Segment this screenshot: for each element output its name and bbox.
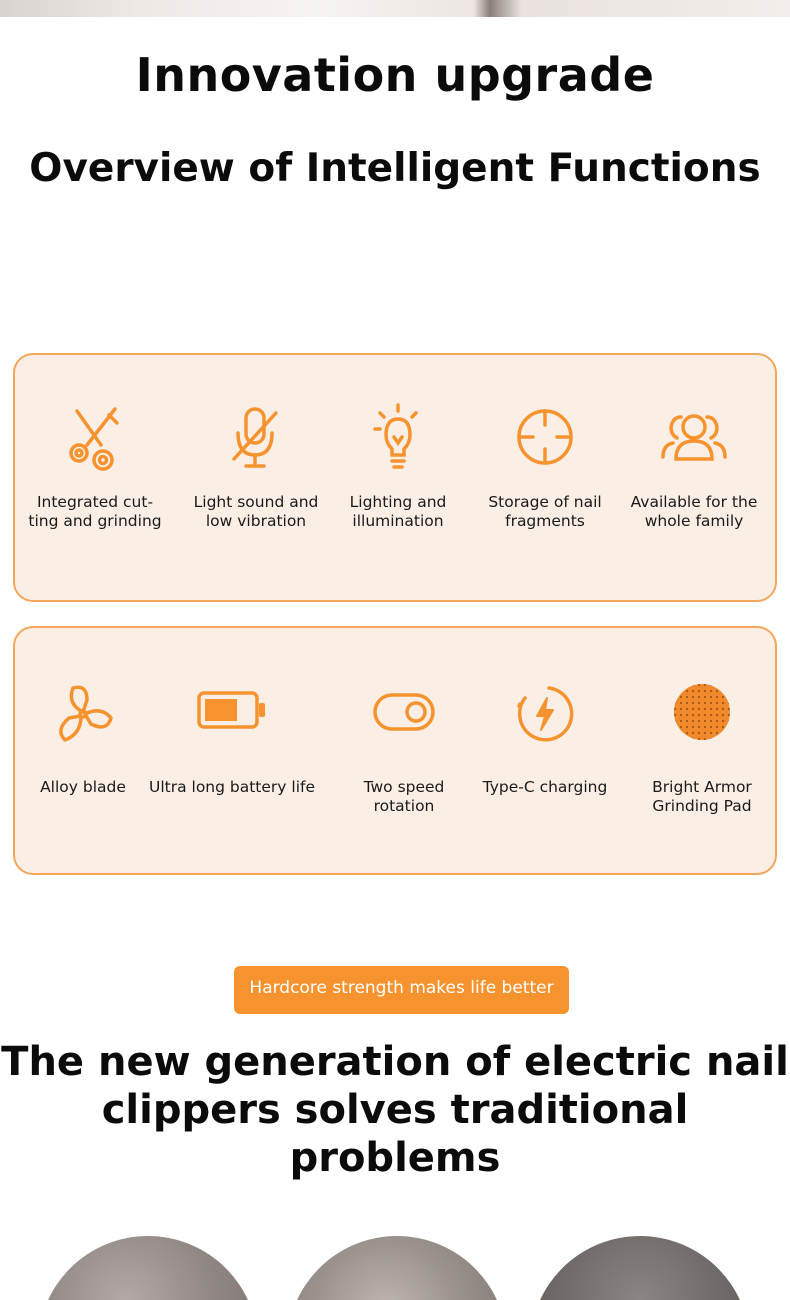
feature-label: Integrated cut- ting and grinding — [28, 493, 162, 530]
grinding-pad-icon — [672, 682, 732, 746]
light-bulb-icon — [368, 403, 428, 477]
product-photo-circle — [38, 1236, 258, 1300]
feature-label: Lighting and illumination — [349, 493, 447, 530]
toggle-icon — [372, 690, 436, 738]
tagline-badge: Hardcore strength makes life better — [234, 966, 569, 1014]
crosshair-icon — [513, 403, 577, 477]
page-title: Innovation upgrade — [135, 48, 655, 102]
feature-label: Available for the whole family — [630, 493, 758, 530]
scissors-icon — [65, 403, 125, 477]
feature-label: Bright Armor Grinding Pad — [652, 778, 752, 815]
fan-blade-icon — [51, 682, 115, 750]
mute-mic-icon — [226, 403, 286, 477]
feature-label: Light sound and low vibration — [193, 493, 319, 530]
headline: The new generation of electric nail clippers solves traditional problems — [1, 1039, 789, 1181]
product-photo-circle — [530, 1236, 750, 1300]
feature-label: Alloy blade — [40, 778, 126, 796]
feature-label: Storage of nail fragments — [488, 493, 602, 530]
family-icon — [659, 403, 729, 477]
feature-label: Ultra long battery life — [148, 778, 315, 796]
product-photo-circle — [287, 1236, 507, 1300]
top-photo-strip — [0, 0, 790, 17]
features-panel-1 — [13, 353, 777, 602]
feature-label: Two speed rotation — [363, 778, 445, 815]
battery-icon — [196, 688, 268, 736]
features-panel-2 — [13, 626, 777, 875]
feature-label: Type-C charging — [482, 778, 608, 796]
charging-icon — [513, 682, 577, 750]
section-subtitle: Overview of Intelligent Functions — [29, 146, 761, 191]
